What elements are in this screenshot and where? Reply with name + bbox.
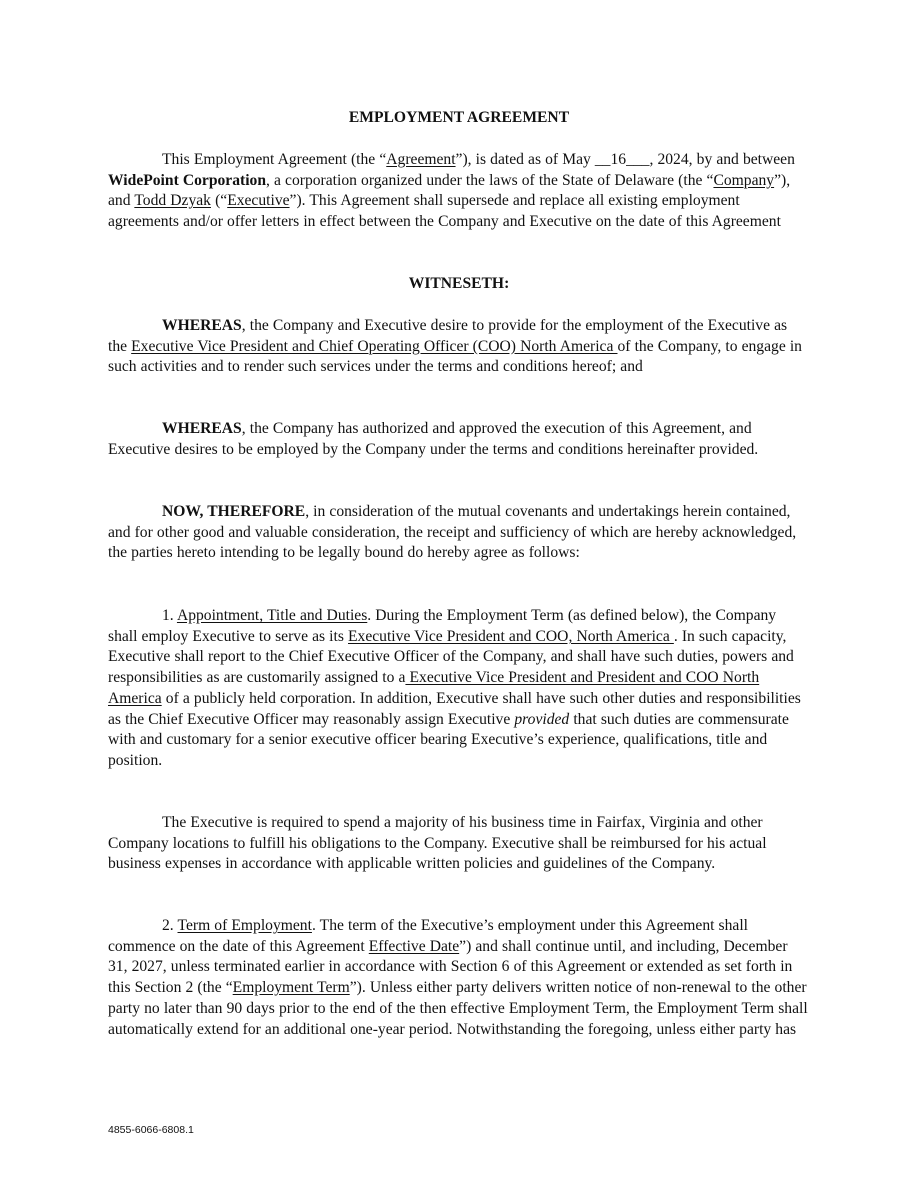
defined-term-agreement: Agreement [386, 151, 456, 168]
section2-text-2: . The term of the Executive’s employment under this Agreement shall commence on the date of this Agreement [108, 917, 749, 955]
intro-text-6: ”). This Agreement shall supersede and replace all existing employment agreements and/or offer letters in effect between the Company and Executive on the date of this Agreement [108, 192, 781, 231]
company-name: WidePoint Corporation [108, 171, 267, 189]
section2-text-4: ”). Unless either party delivers written notice of non-renewal to the other party no later than 90 days prior to the end of the then effective Employment Term, the Employment Term shall automatically extend for an additional one-year period. Notwithstanding the foregoing, unless either party has [108, 979, 808, 1038]
section1-text-4: of a publicly held corporation. In addition, Executive shall have such other duties and responsibilities as the Chief Executive Officer may reasonably assign Executive [108, 689, 801, 728]
whereas-label: WHEREAS [162, 420, 242, 437]
whereas-paragraph-2 [108, 419, 808, 460]
document-title: EMPLOYMENT AGREEMENT [348, 109, 570, 126]
witneseth-heading: WITNESETH: [408, 275, 510, 292]
whereas1-text-2: of the Company, to engage in such activities and to render such services under the terms and conditions hereof; and [108, 337, 802, 376]
executive-name: Todd Dzyak [134, 192, 211, 210]
intro-text-2: ”), is dated as of May __16___, 2024, by and between [455, 151, 795, 168]
defined-term-employment-term: Employment Term [232, 979, 350, 997]
defined-term-company: Company [713, 171, 775, 189]
defined-term-effective-date: Effective Date [368, 937, 460, 955]
intro-text-5: (“ [210, 192, 228, 210]
intro-text-1: This Employment Agreement (the “ [162, 151, 387, 168]
provided-term: provided [514, 710, 570, 728]
section-1-number: 1. [162, 607, 177, 624]
section-2-paragraph [108, 916, 808, 1040]
document-id-footer: 4855-6066-6808.1 [108, 1124, 194, 1136]
now-therefore-label: NOW, THEREFORE [162, 503, 306, 520]
section1-text-3: . In such capacity, Executive shall report to the Chief Executive Officer of the Company, and shall have such duties, powers and responsibilities as are customarily assigned to a [108, 627, 794, 687]
whereas1-text-1: , the Company and Executive desire to provide for the employment of the Executive as the [108, 317, 788, 355]
section-2-heading: Term of Employment [177, 917, 312, 934]
whereas-paragraph-1 [108, 316, 808, 378]
executive-title-1: Executive Vice President and COO, North America [348, 627, 674, 645]
section-1-paragraph [108, 606, 808, 772]
section1b-text: The Executive is required to spend a majority of his business time in Fairfax, Virginia and other Company locations to fulfill his obligations to the Company. Executive shall be reimbursed for his actual business expenses in accordance with applicable written policies and guidelines of the Company. [108, 814, 767, 873]
section-2-number: 2. [162, 917, 178, 934]
section-1-heading: Appointment, Title and Duties [176, 607, 368, 624]
executive-title: Executive Vice President and Chief Operating Officer (COO) North America [131, 337, 618, 355]
whereas-label: WHEREAS [162, 317, 242, 334]
intro-text-3: , a corporation organized under the laws of the State of Delaware (the “ [266, 171, 714, 189]
defined-term-executive: Executive [227, 192, 290, 210]
section2-text-3: ”) and shall continue until, and including, December 31, 2027, unless terminated earlier in accordance with Section 6 of this Agreement or extended as set forth in this Section 2 (the “ [108, 937, 793, 997]
section-1-continuation-paragraph [108, 813, 808, 875]
section1-text-5: that such duties are commensurate with and customary for a senior executive officer bearing Executive’s experience, qualifications, title and position. [108, 710, 789, 769]
whereas2-text: , the Company has authorized and approved the execution of this Agreement, and Executive desires to be employed by the Company under the terms and conditions hereinafter provided. [108, 420, 759, 458]
intro-paragraph [108, 150, 808, 233]
section1-text-2: . During the Employment Term (as defined below), the Company shall employ Executive to serve as its [108, 607, 777, 645]
now-therefore-text: , in consideration of the mutual covenants and undertakings herein contained, and for other good and valuable consideration, the receipt and sufficiency of which are hereby acknowledged, the parties hereto intending to be legally bound do hereby agree as follows: [108, 503, 797, 562]
executive-title-2: Executive Vice President and President and COO North America [108, 669, 760, 707]
now-therefore-paragraph [108, 502, 808, 564]
intro-text-4: ”), and [108, 171, 791, 210]
